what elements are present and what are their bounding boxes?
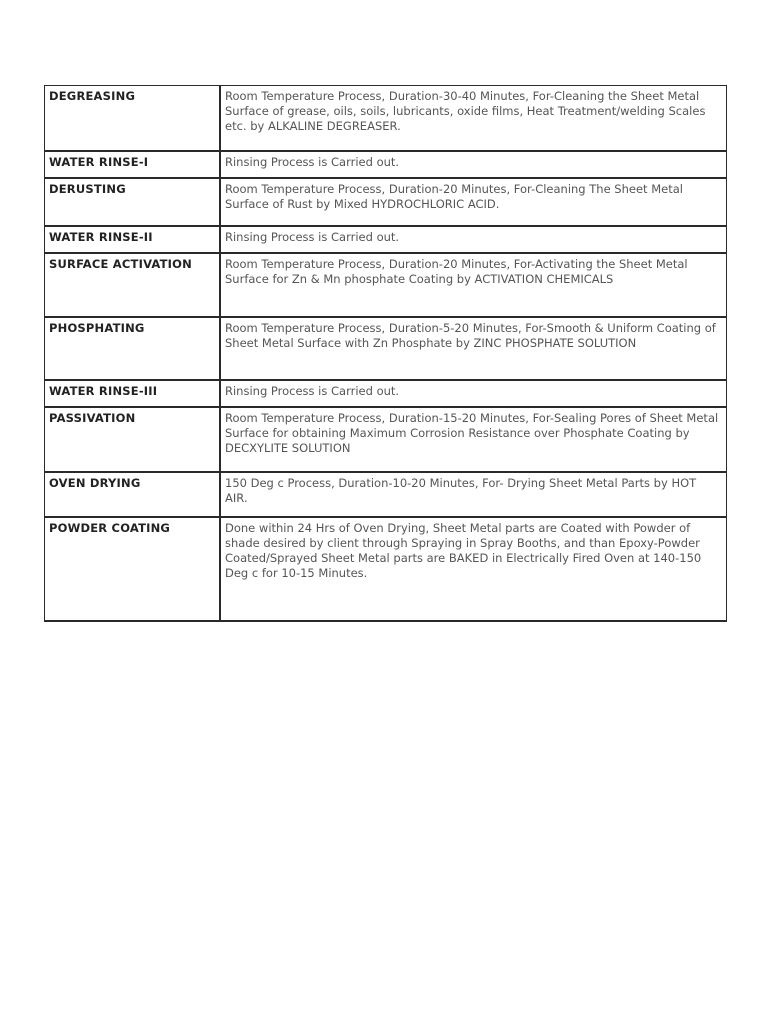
step-description: Room Temperature Process, Duration-15-20 Minutes, For-Sealing Pores of Sheet Metal Surface for obtaining Maximum Corrosion Resistance over Phosphate Coating by DECXYLITE SOLUTION — [220, 407, 727, 472]
table-row — [45, 380, 727, 407]
step-name: OVEN DRYING — [45, 472, 221, 517]
step-description: Rinsing Process is Carried out. — [220, 151, 727, 178]
step-description: Room Temperature Process, Duration-5-20 Minutes, For-Smooth & Uniform Coating of Sheet Metal Surface with Zn Phosphate by ZINC PHOSPHATE SOLUTION — [220, 317, 727, 380]
process-table — [44, 85, 727, 622]
table-row — [45, 407, 727, 472]
table-row — [45, 151, 727, 178]
step-name: PASSIVATION — [45, 407, 221, 472]
step-name: SURFACE ACTIVATION — [45, 253, 221, 317]
table-row — [45, 226, 727, 253]
table-row — [45, 472, 727, 517]
table-row — [45, 86, 727, 151]
step-name: WATER RINSE-II — [45, 226, 221, 253]
table-row — [45, 517, 727, 621]
step-name: POWDER COATING — [45, 517, 221, 621]
step-description: Rinsing Process is Carried out. — [220, 380, 727, 407]
step-name: DEGREASING — [45, 86, 221, 151]
table-row — [45, 178, 727, 226]
step-description: Done within 24 Hrs of Oven Drying, Sheet Metal parts are Coated with Powder of shade desired by client through Spraying in Spray Booths, and than Epoxy-Powder Coated/Sprayed Sheet Metal parts are BAKED in Electrically Fired Oven at 140-150 Deg c for 10-15 Minutes. — [220, 517, 727, 621]
step-description: Room Temperature Process, Duration-30-40 Minutes, For-Cleaning the Sheet Metal Surface of grease, oils, soils, lubricants, oxide films, Heat Treatment/welding Scales etc. by ALKALINE DEGREASER. — [220, 86, 727, 151]
table-row — [45, 317, 727, 380]
step-name: WATER RINSE-III — [45, 380, 221, 407]
step-name: WATER RINSE-I — [45, 151, 221, 178]
step-description: 150 Deg c Process, Duration-10-20 Minutes, For- Drying Sheet Metal Parts by HOT AIR. — [220, 472, 727, 517]
step-description: Rinsing Process is Carried out. — [220, 226, 727, 253]
step-description: Room Temperature Process, Duration-20 Minutes, For-Activating the Sheet Metal Surface for Zn & Mn phosphate Coating by ACTIVATION CHEMICALS — [220, 253, 727, 317]
step-description: Room Temperature Process, Duration-20 Minutes, For-Cleaning The Sheet Metal Surface of Rust by Mixed HYDROCHLORIC ACID. — [220, 178, 727, 226]
step-name: PHOSPHATING — [45, 317, 221, 380]
step-name: DERUSTING — [45, 178, 221, 226]
table-row — [45, 253, 727, 317]
